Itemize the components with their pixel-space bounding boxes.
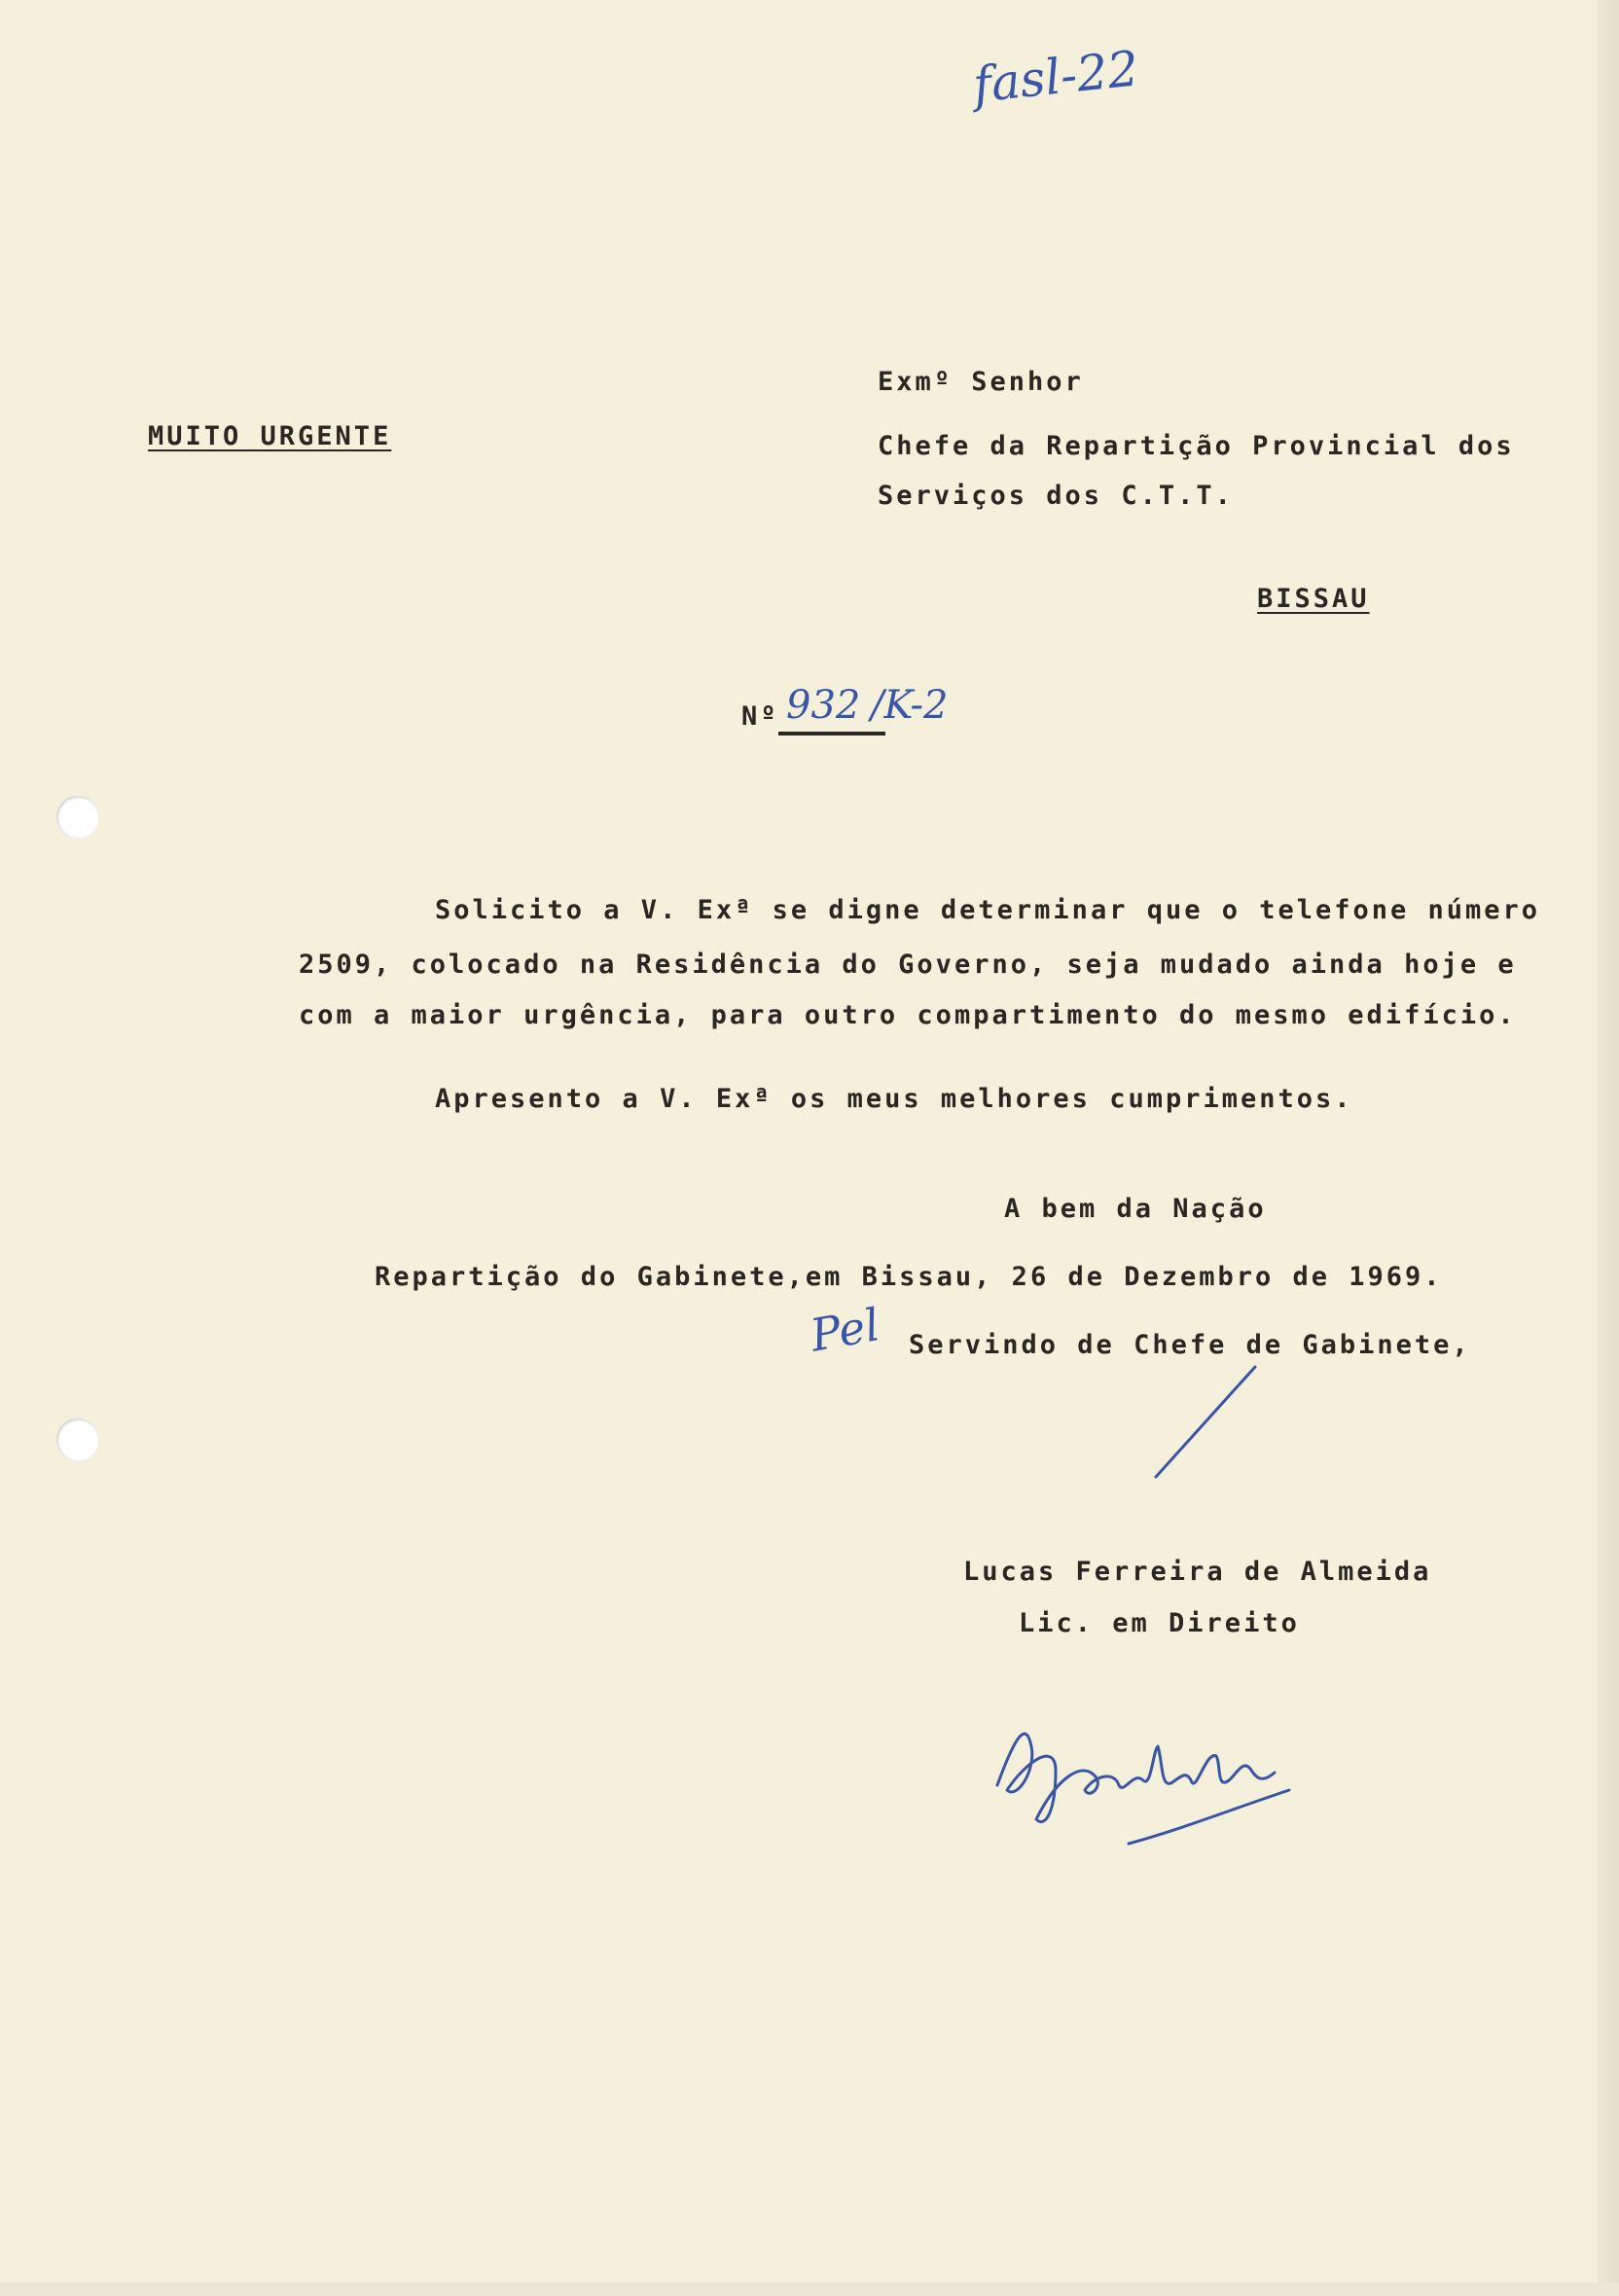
body-paragraph-1-line-1: Solicito a V. Exª se digne determinar que o telefone número xyxy=(435,895,1541,925)
body-paragraph-1-line-3: com a maior urgência, para outro compartimento do mesmo edifício. xyxy=(299,1000,1517,1030)
pel-mark: Pel xyxy=(806,1298,883,1362)
reference-underline xyxy=(778,732,885,735)
signatory-title: Lic. em Direito xyxy=(1019,1608,1300,1638)
body-paragraph-2: Apresento a V. Exª os meus melhores cumprimentos. xyxy=(435,1084,1353,1114)
signatory-role: Servindo de Chefe de Gabinete, xyxy=(909,1330,1471,1360)
recipient-line-1: Chefe da Repartição Provincial dos xyxy=(878,431,1515,461)
recipient-line-2: Serviços dos C.T.T. xyxy=(878,481,1234,511)
reference-number: 932 xyxy=(786,683,861,728)
urgency-label: MUITO URGENTE xyxy=(148,421,392,451)
handwritten-signature xyxy=(988,1693,1299,1848)
punch-hole-upper xyxy=(56,796,99,839)
reference-suffix: /K-2 xyxy=(871,683,949,728)
reference-label: Nº xyxy=(741,701,779,732)
pen-stroke-mark xyxy=(1148,1362,1265,1489)
paper-edge-bottom xyxy=(0,2282,1619,2296)
place-and-date: Repartição do Gabinete,em Bissau, 26 de Dezembro de 1969. xyxy=(375,1262,1443,1292)
body-paragraph-1-line-2: 2509, colocado na Residência do Governo, seja mudado ainda hoje e xyxy=(299,950,1517,980)
punch-hole-lower xyxy=(56,1418,99,1461)
archive-note: fasl-22 xyxy=(970,40,1142,114)
recipient-salutation: Exmº Senhor xyxy=(878,367,1084,397)
recipient-city: BISSAU xyxy=(1257,584,1370,614)
signatory-name: Lucas Ferreira de Almeida xyxy=(963,1557,1432,1587)
closing-motto: A bem da Nação xyxy=(1004,1194,1267,1224)
paper-edge-right xyxy=(1598,0,1619,2296)
